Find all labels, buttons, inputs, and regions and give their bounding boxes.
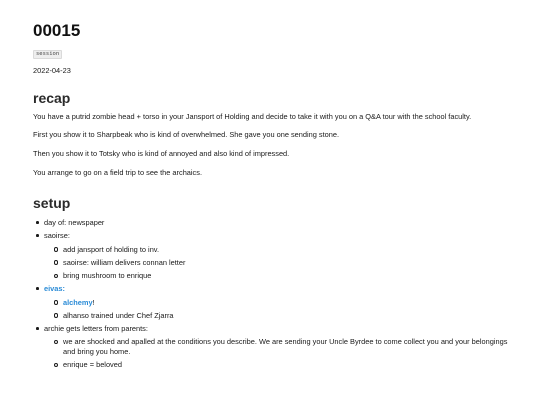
list-item: alhanso trained under Chef Zjarra — [44, 311, 510, 321]
list-item: add jansport of holding to inv. — [44, 245, 510, 255]
list-item-saoirse — [33, 231, 510, 281]
recap-heading: recap — [33, 90, 71, 107]
saoirse-label: saoirse: — [44, 231, 70, 241]
alchemy-link[interactable]: alchemy — [63, 297, 93, 307]
saoirse-sublist — [44, 245, 510, 281]
eivas-sublist — [44, 298, 510, 321]
recap-paragraph-2: First you show it to Sharpbeak who is kind of overwhelmed. She gave you one sending stone. — [33, 130, 340, 140]
list-item — [44, 298, 510, 308]
recap-paragraph-3: Then you show it to Totsky who is kind of annoyed and also kind of impressed. — [33, 149, 290, 159]
eivas-link[interactable]: eivas: — [44, 284, 65, 294]
day-of-text: day of: newspaper — [44, 217, 105, 227]
setup-heading: setup — [33, 194, 71, 211]
session-tag[interactable]: session — [33, 50, 62, 60]
list-item: enrique = beloved — [44, 360, 510, 370]
recap-paragraph-4: You arrange to go on a field trip to see the archaics. — [33, 167, 202, 177]
archie-label: archie gets letters from parents: — [44, 324, 148, 334]
list-item-day-of — [33, 218, 510, 228]
list-item-eivas — [33, 284, 510, 320]
alchemy-suffix: ! — [92, 297, 95, 307]
date-text: 2022-04-23 — [33, 66, 71, 76]
archie-sublist — [44, 337, 510, 370]
list-item: bring mushroom to enrique — [44, 271, 510, 281]
recap-paragraph-1: You have a putrid zombie head + torso in your Jansport of Holding and decide to take it with you on a Q&A tour with the school faculty. — [33, 111, 472, 121]
list-item-archie — [33, 324, 510, 370]
list-item: saoirse: william delivers connan letter — [44, 258, 510, 268]
page-title: 00015 — [33, 21, 81, 40]
setup-list — [33, 218, 510, 370]
list-item: we are shocked and apalled at the conditions you describe. We are sending your Uncle Byrdee to come collect you and your belongings and bring you home. — [44, 337, 510, 357]
